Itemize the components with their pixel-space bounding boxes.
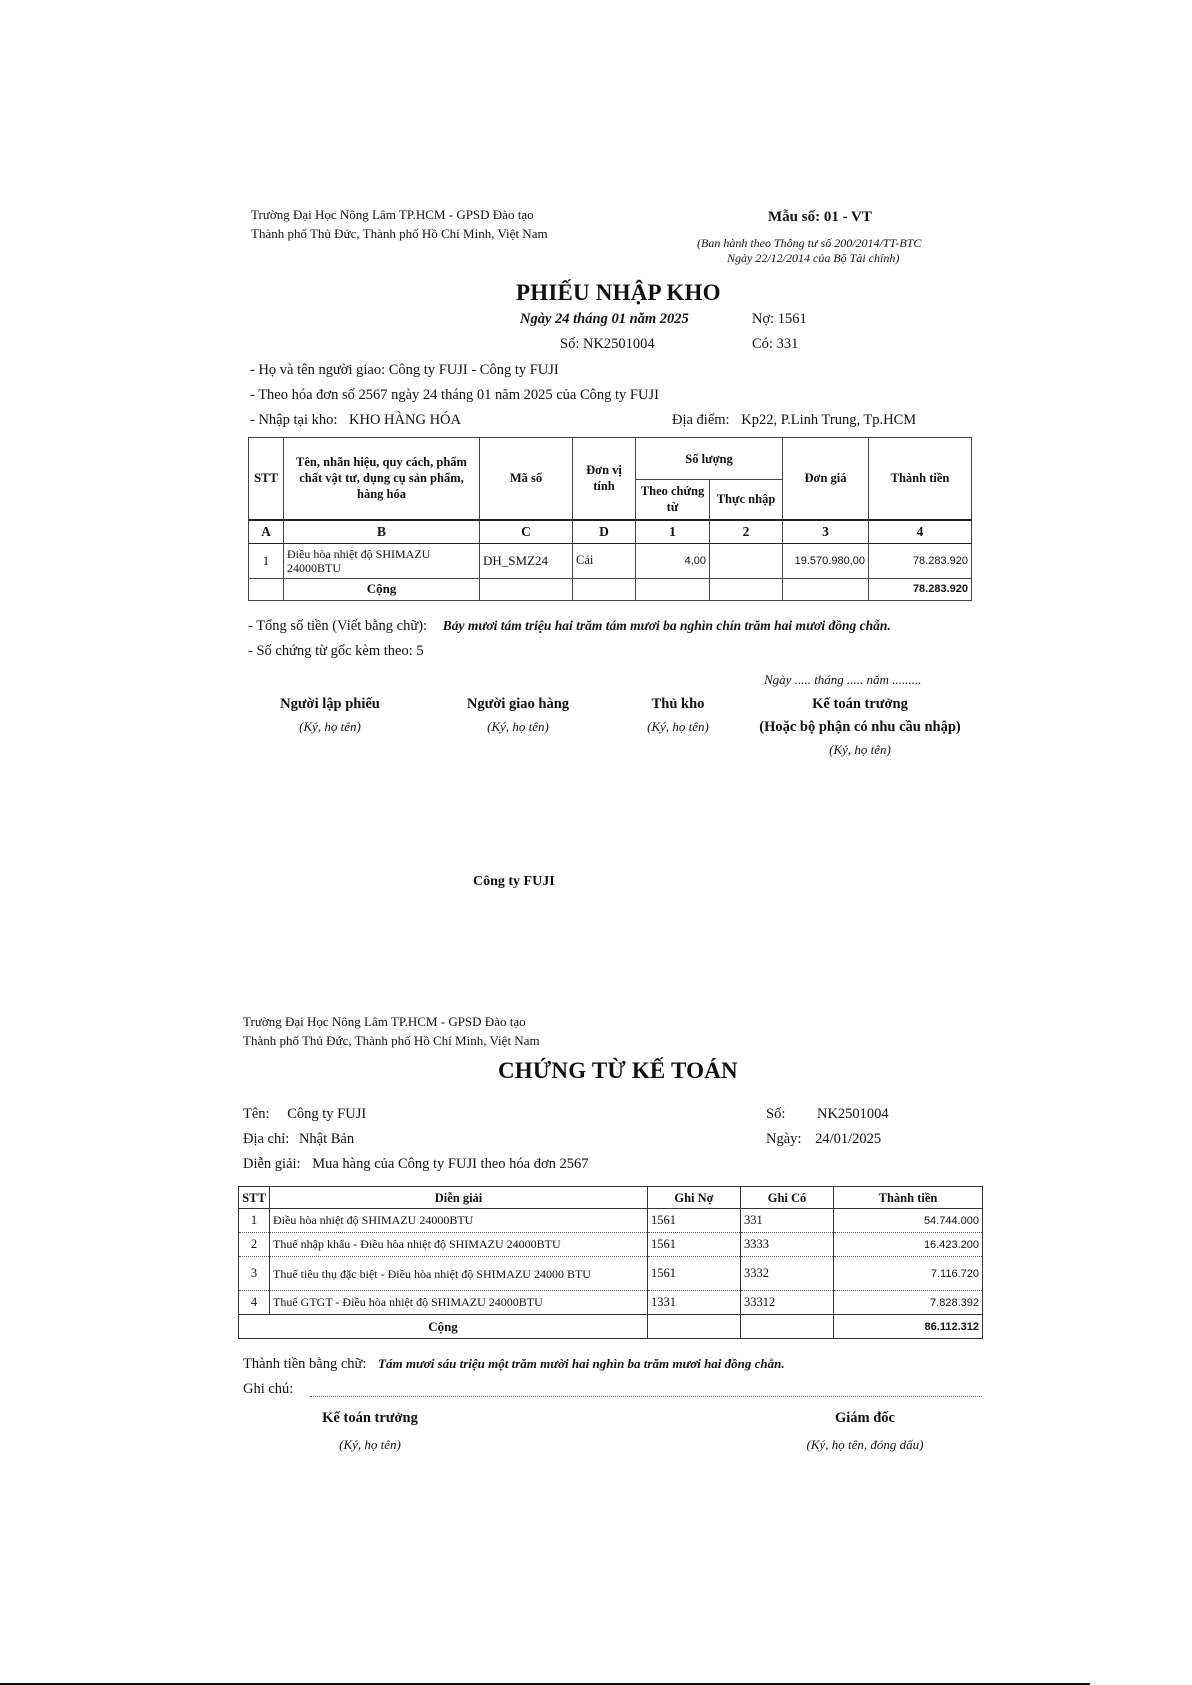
date-value: 24/01/2025: [815, 1131, 882, 1147]
table-row: [249, 543, 972, 578]
col-header-amount: Thành tiền: [834, 1187, 983, 1209]
voucher-date-line: [766, 1131, 881, 1148]
voucher-title: CHỨNG TỪ KẾ TOÁN: [498, 1058, 738, 1083]
table-row: [239, 1209, 983, 1233]
total-row: [239, 1315, 983, 1339]
amount-words: Tám mươi sáu triệu một trăm mười hai nghìn ba trăm mươi hai đồng chẵn.: [378, 1356, 785, 1371]
org-address: Thành phố Thủ Đức, Thành phố Hồ Chí Minh, Việt Nam: [243, 1033, 540, 1048]
location-line: [672, 412, 916, 429]
address-value: Nhật Bản: [298, 1131, 355, 1147]
total-words-line: [248, 618, 891, 635]
cell-stt: 4: [239, 1291, 270, 1315]
signature-block-chief-accountant: [300, 1410, 440, 1453]
col-header-code: Mã số: [480, 438, 573, 520]
warehouse-line: [250, 412, 461, 429]
col-letter: 2: [710, 520, 783, 544]
amount-words-line: [243, 1356, 785, 1373]
col-letter: 3: [783, 520, 869, 544]
col-header-stt: STT: [239, 1187, 270, 1209]
cell-code: DH_SMZ24: [480, 543, 573, 578]
signature-title: Kế toán trưởng: [322, 1410, 418, 1426]
note-label: Ghi chú:: [243, 1381, 294, 1397]
total-words-label: - Tổng số tiền (Viết bằng chữ):: [248, 618, 428, 634]
cell-debit: 1331: [648, 1291, 741, 1315]
cell-desc: Thuế tiêu thụ đặc biệt - Điều hòa nhiệt độ SHIMAZU 24000 BTU: [270, 1257, 648, 1291]
location-value: Kp22, P.Linh Trung, Tp.HCM: [741, 412, 917, 428]
receipt-items-table: [248, 437, 972, 601]
voucher-entries-table: [238, 1186, 983, 1339]
col-header-credit: Ghi Có: [741, 1187, 834, 1209]
col-header-name: Tên, nhãn hiệu, quy cách, phẩm chất vật tư, dụng cụ sản phẩm, hàng hóa: [284, 438, 480, 520]
col-letter: D: [573, 520, 636, 544]
receipt-title: PHIẾU NHẬP KHO: [516, 280, 721, 305]
voucher-address-line: [243, 1131, 354, 1148]
col-header-qty-group: Số lượng: [636, 438, 783, 480]
cell-amount: 78.283.920: [869, 543, 972, 578]
cell-stt: 1: [239, 1209, 270, 1233]
cell-debit: 1561: [648, 1257, 741, 1291]
voucher-number-line: [766, 1106, 889, 1123]
cell-amount: 54.744.000: [834, 1209, 983, 1233]
form-note-1: (Ban hành theo Thông tư số 200/2014/TT-BTC: [697, 236, 922, 250]
desc-label: Diễn giải:: [243, 1156, 301, 1172]
col-header-amount: Thành tiền: [869, 438, 972, 520]
cell-credit: 33312: [741, 1291, 834, 1315]
cell-desc: Thuế GTGT - Điều hòa nhiệt độ SHIMAZU 24000BTU: [270, 1291, 648, 1315]
total-row: [249, 578, 972, 600]
cell-desc: Điều hòa nhiệt độ SHIMAZU 24000BTU: [270, 1209, 648, 1233]
warehouse-value: KHO HÀNG HÓA: [349, 412, 461, 428]
address-label: Địa chỉ:: [243, 1131, 290, 1147]
signature-block-chief-accountant: [740, 696, 980, 758]
total-label: Cộng: [284, 578, 480, 600]
signature-subtitle: (Hoặc bộ phận có nhu cầu nhập): [759, 719, 961, 735]
cell-stt: 1: [249, 543, 284, 578]
table-row: [239, 1291, 983, 1315]
sign-date: Ngày ..... tháng ..... năm .........: [764, 672, 922, 687]
total-amount: 78.283.920: [869, 578, 972, 600]
signature-block-director: [770, 1410, 960, 1453]
signature-note: (Ký, họ tên): [829, 742, 891, 757]
column-letter-row: [249, 520, 972, 544]
cell-qty-actual: [710, 543, 783, 578]
col-letter: 1: [636, 520, 710, 544]
signature-title: Người giao hàng: [466, 696, 570, 712]
cell-debit: 1561: [648, 1233, 741, 1257]
cell-credit: 3332: [741, 1257, 834, 1291]
signature-block-deliverer: [443, 696, 593, 735]
signature-note: (Ký, họ tên, đóng dấu): [806, 1437, 924, 1452]
receipt-number: Số: NK2501004: [560, 336, 655, 352]
col-header-qty-actual: Thực nhập: [710, 480, 783, 520]
signature-title: Người lập phiếu: [280, 696, 380, 712]
credit-account: Có: 331: [752, 336, 799, 352]
col-header-qty-doc: Theo chứng từ: [636, 480, 710, 520]
signature-title: Giám đốc: [834, 1410, 895, 1426]
col-header-unit: Đơn vị tính: [573, 438, 636, 520]
location-label: Địa điểm:: [672, 412, 730, 428]
col-header-stt: STT: [249, 438, 284, 520]
table-row: [239, 1233, 983, 1257]
cell-name: Điều hòa nhiệt độ SHIMAZU 24000BTU: [284, 543, 480, 578]
voucher-name-line: [243, 1106, 366, 1123]
cell-debit: 1561: [648, 1209, 741, 1233]
signature-note: (Ký, họ tên): [299, 719, 361, 734]
cell-amount: 7.116.720: [834, 1257, 983, 1291]
invoice-line: - Theo hóa đơn số 2567 ngày 24 tháng 01 năm 2025 của Công ty FUJI: [250, 387, 659, 403]
attached-docs: - Số chứng từ gốc kèm theo: 5: [248, 643, 424, 659]
form-number: Mẫu số: 01 - VT: [768, 209, 872, 225]
col-letter: B: [284, 520, 480, 544]
signature-block-storekeeper: [628, 696, 728, 735]
cell-credit: 331: [741, 1209, 834, 1233]
cell-desc: Thuế nhập khẩu - Điều hòa nhiệt độ SHIMAZU 24000BTU: [270, 1233, 648, 1257]
signature-note: (Ký, họ tên): [487, 719, 549, 734]
col-header-debit: Ghi Nợ: [648, 1187, 741, 1209]
col-header-price: Đơn giá: [783, 438, 869, 520]
col-letter: A: [249, 520, 284, 544]
signature-title: Thủ kho: [651, 696, 705, 712]
cell-stt: 3: [239, 1257, 270, 1291]
col-letter: 4: [869, 520, 972, 544]
form-note-2: Ngày 22/12/2014 của Bộ Tài chính): [727, 251, 900, 265]
cell-unit: Cái: [573, 543, 636, 578]
total-words: Bảy mươi tám triệu hai trăm tám mươi ba nghìn chín trăm hai mươi đồng chẵn.: [442, 618, 891, 633]
col-letter: C: [480, 520, 573, 544]
org-address: Thành phố Thủ Đức, Thành phố Hồ Chí Minh, Việt Nam: [251, 226, 548, 241]
name-label: Tên:: [243, 1106, 270, 1122]
number-label: Số:: [766, 1106, 786, 1122]
voucher-desc-line: [243, 1156, 589, 1173]
total-label: Cộng: [239, 1315, 648, 1339]
name-value: Công ty FUJI: [287, 1106, 367, 1122]
signature-note: (Ký, họ tên): [647, 719, 709, 734]
deliverer-line: - Họ và tên người giao: Công ty FUJI - Công ty FUJI: [250, 362, 559, 378]
col-header-desc: Diễn giải: [270, 1187, 648, 1209]
cell-amount: 7.828.392: [834, 1291, 983, 1315]
cell-qty-doc: 4,00: [636, 543, 710, 578]
cell-amount: 16.423.200: [834, 1233, 983, 1257]
number-value: NK2501004: [816, 1106, 889, 1122]
desc-value: Mua hàng của Công ty FUJI theo hóa đơn 2567: [312, 1156, 589, 1172]
table-row: [239, 1257, 983, 1291]
cell-price: 19.570.980,00: [783, 543, 869, 578]
signer-name: Công ty FUJI: [473, 874, 555, 889]
amount-words-label: Thành tiền bằng chữ:: [243, 1356, 367, 1372]
note-line: [310, 1396, 982, 1397]
total-amount: 86.112.312: [834, 1315, 983, 1339]
debit-account: Nợ: 1561: [752, 311, 807, 327]
cell-credit: 3333: [741, 1233, 834, 1257]
receipt-date: Ngày 24 tháng 01 năm 2025: [520, 311, 689, 327]
org-name: Trường Đại Học Nông Lâm TP.HCM - GPSD Đào tạo: [251, 207, 534, 222]
signature-title: Kế toán trưởng: [812, 696, 908, 712]
signature-block-preparer: [265, 696, 395, 735]
cell-stt: 2: [239, 1233, 270, 1257]
warehouse-label: - Nhập tại kho:: [250, 412, 338, 428]
date-label: Ngày:: [766, 1131, 802, 1147]
signature-note: (Ký, họ tên): [339, 1437, 401, 1452]
org-name: Trường Đại Học Nông Lâm TP.HCM - GPSD Đào tạo: [243, 1014, 526, 1029]
